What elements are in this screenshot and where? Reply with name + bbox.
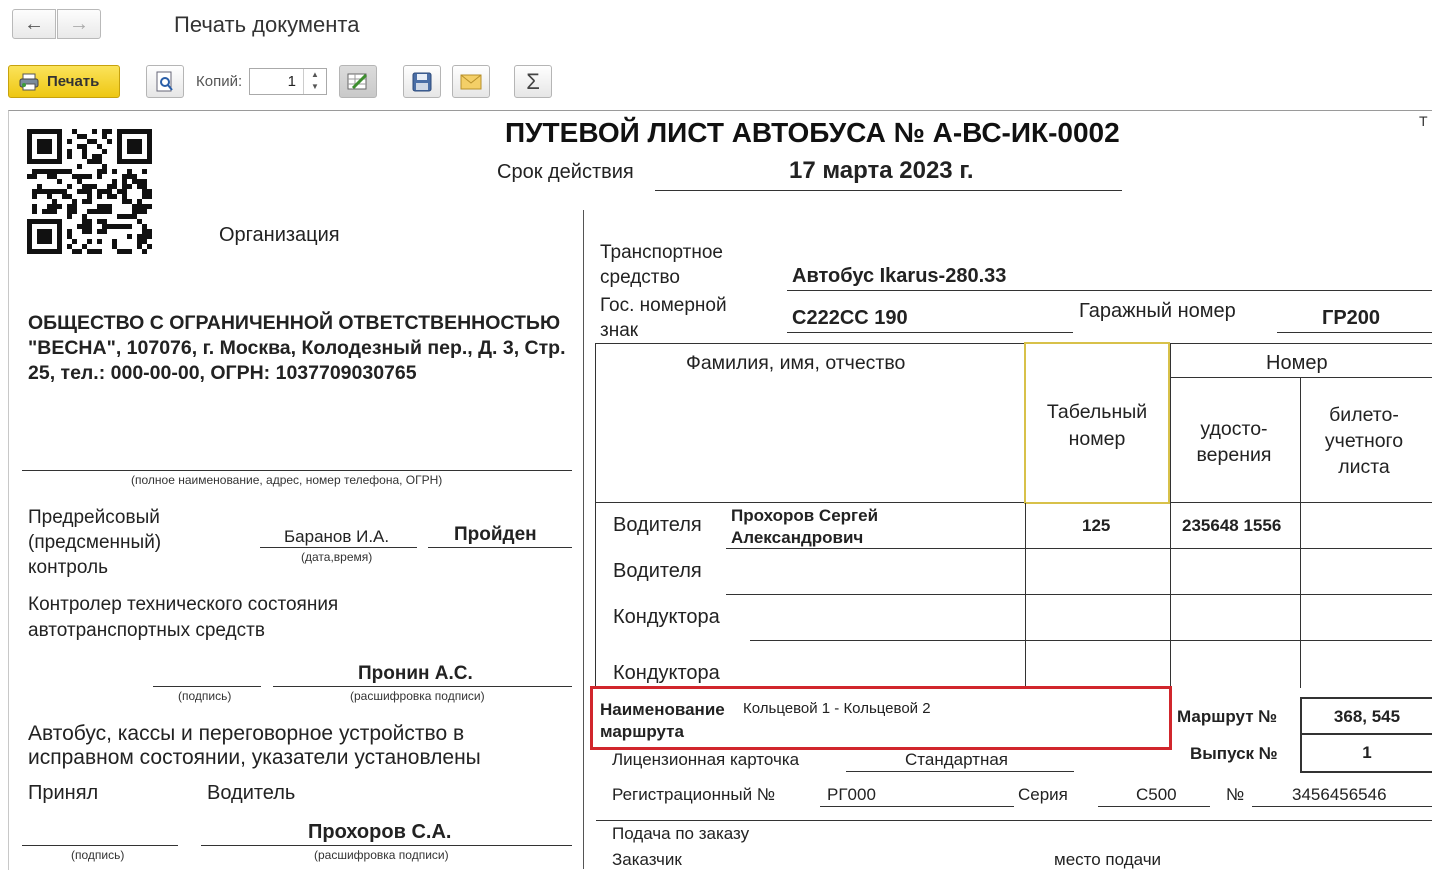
- series-value: С500: [1136, 785, 1177, 804]
- condition-text: Автобус, кассы и переговорное устройство в исправном состоянии, указатели установлены: [28, 722, 481, 769]
- org-label: Организация: [219, 224, 340, 246]
- sum-button[interactable]: [514, 65, 552, 98]
- print-button[interactable]: [8, 65, 120, 98]
- preview-button[interactable]: [146, 65, 184, 98]
- col-cert-header: удосто-верения: [1196, 418, 1272, 466]
- edit-table-icon: [347, 72, 369, 92]
- copies-value: 1: [287, 73, 296, 90]
- arrow-right-icon: →: [69, 12, 89, 35]
- page-preview-icon: [155, 71, 175, 93]
- printer-icon: [19, 73, 39, 91]
- plate-value: С222СС 190: [792, 307, 908, 329]
- issue-no-label: Выпуск №: [1190, 744, 1278, 763]
- row-tab: 125: [1082, 516, 1111, 535]
- floppy-disk-icon: [412, 72, 432, 92]
- org-caption: (полное наименование, адрес, номер телефона, ОГРН): [131, 473, 443, 487]
- col-tab-header[interactable]: Табельный номер: [1024, 342, 1170, 504]
- window-title: Печать документа: [174, 12, 360, 37]
- col-ticket-header: билето-учетного листа: [1324, 404, 1404, 478]
- route-name-label: Наименование маршрута: [600, 700, 725, 741]
- driver-sign-caption: (подпись): [71, 848, 125, 862]
- row-role: Водителя: [613, 514, 702, 536]
- vehicle-value: Автобус Ikarus-280.33: [792, 265, 1007, 287]
- row-role: Кондуктора: [613, 662, 720, 684]
- driver-decode-caption: (расшифровка подписи): [314, 848, 449, 862]
- route-no-value-box: 368, 545: [1300, 697, 1432, 735]
- num-value: 3456456546: [1292, 785, 1387, 804]
- copies-input[interactable]: [249, 68, 327, 95]
- print-button-label: Печать: [47, 73, 100, 90]
- route-name-value: Кольцевой 1 - Кольцевой 2: [743, 700, 931, 717]
- route-no-label: Маршрут №: [1177, 707, 1278, 726]
- row-cert: 235648 1556: [1182, 516, 1282, 535]
- garage-value: ГР200: [1322, 307, 1381, 329]
- plate-label: Гос. номерной знак: [600, 295, 727, 341]
- copies-stepper[interactable]: ▲ ▼: [303, 69, 326, 94]
- edit-button[interactable]: [339, 65, 377, 98]
- customer-label: Заказчик: [612, 850, 682, 869]
- license-label: Лицензионная карточка: [612, 750, 800, 769]
- forward-button[interactable]: [57, 9, 101, 39]
- validity-value: 17 марта 2023 г.: [789, 157, 974, 184]
- series-label: Серия: [1018, 785, 1068, 804]
- validity-label: Срок действия: [497, 161, 634, 183]
- reg-label: Регистрационный №: [612, 785, 776, 804]
- issue-no-value-box: 1: [1300, 735, 1432, 773]
- controller-name: Пронин А.С.: [358, 663, 473, 684]
- datetime-caption: (дата,время): [301, 550, 373, 564]
- num-label: №: [1226, 785, 1245, 804]
- col-name-header: Фамилия, имя, отчество: [686, 352, 906, 374]
- row-role: Кондуктора: [613, 606, 720, 628]
- back-button[interactable]: [12, 9, 56, 39]
- driver-name: Прохоров С.А.: [308, 821, 452, 843]
- col-number-header: Номер: [1266, 352, 1328, 374]
- precheck-status: Пройден: [454, 524, 537, 545]
- envelope-icon: [460, 74, 482, 90]
- row-name: Прохоров Сергей Александрович: [731, 506, 879, 547]
- save-button[interactable]: [403, 65, 441, 98]
- qr-code: [27, 129, 152, 254]
- document-title: ПУТЕВОЙ ЛИСТ АВТОБУСА № А-ВС-ИК-0002: [505, 117, 1120, 148]
- controller-label: Контролер технического состояния автотранспортных средств: [28, 594, 339, 641]
- controller-decode-caption: (расшифровка подписи): [350, 689, 485, 703]
- license-value: Стандартная: [905, 750, 1009, 769]
- edge-letter: Т: [1419, 113, 1428, 129]
- copies-label: Копий:: [196, 73, 243, 90]
- driver-label: Водитель: [207, 782, 296, 804]
- org-text: ОБЩЕСТВО С ОГРАНИЧЕННОЙ ОТВЕТСТВЕННОСТЬЮ "ВЕСНА", 107076, г. Москва, Колодезный пер., Д. 3, Стр. 25, тел.: 000-00-00, ОГРН: 1037709030765: [28, 312, 566, 384]
- precheck-label: Предрейсовый (предсменный) контроль: [28, 507, 162, 578]
- arrow-left-icon: ←: [24, 12, 44, 35]
- garage-label: Гаражный номер: [1079, 300, 1236, 322]
- reg-value: РГ000: [827, 785, 876, 804]
- accepted-label: Принял: [28, 782, 99, 804]
- row-role: Водителя: [613, 560, 702, 582]
- precheck-person: Баранов И.А.: [284, 527, 390, 546]
- sigma-icon: Σ: [526, 68, 540, 94]
- vehicle-label: Транспортное средство: [600, 242, 723, 288]
- controller-sign-caption: (подпись): [178, 689, 232, 703]
- order-label: Подача по заказу: [612, 824, 750, 843]
- place-label: место подачи: [1054, 850, 1162, 869]
- send-email-button[interactable]: [452, 65, 490, 98]
